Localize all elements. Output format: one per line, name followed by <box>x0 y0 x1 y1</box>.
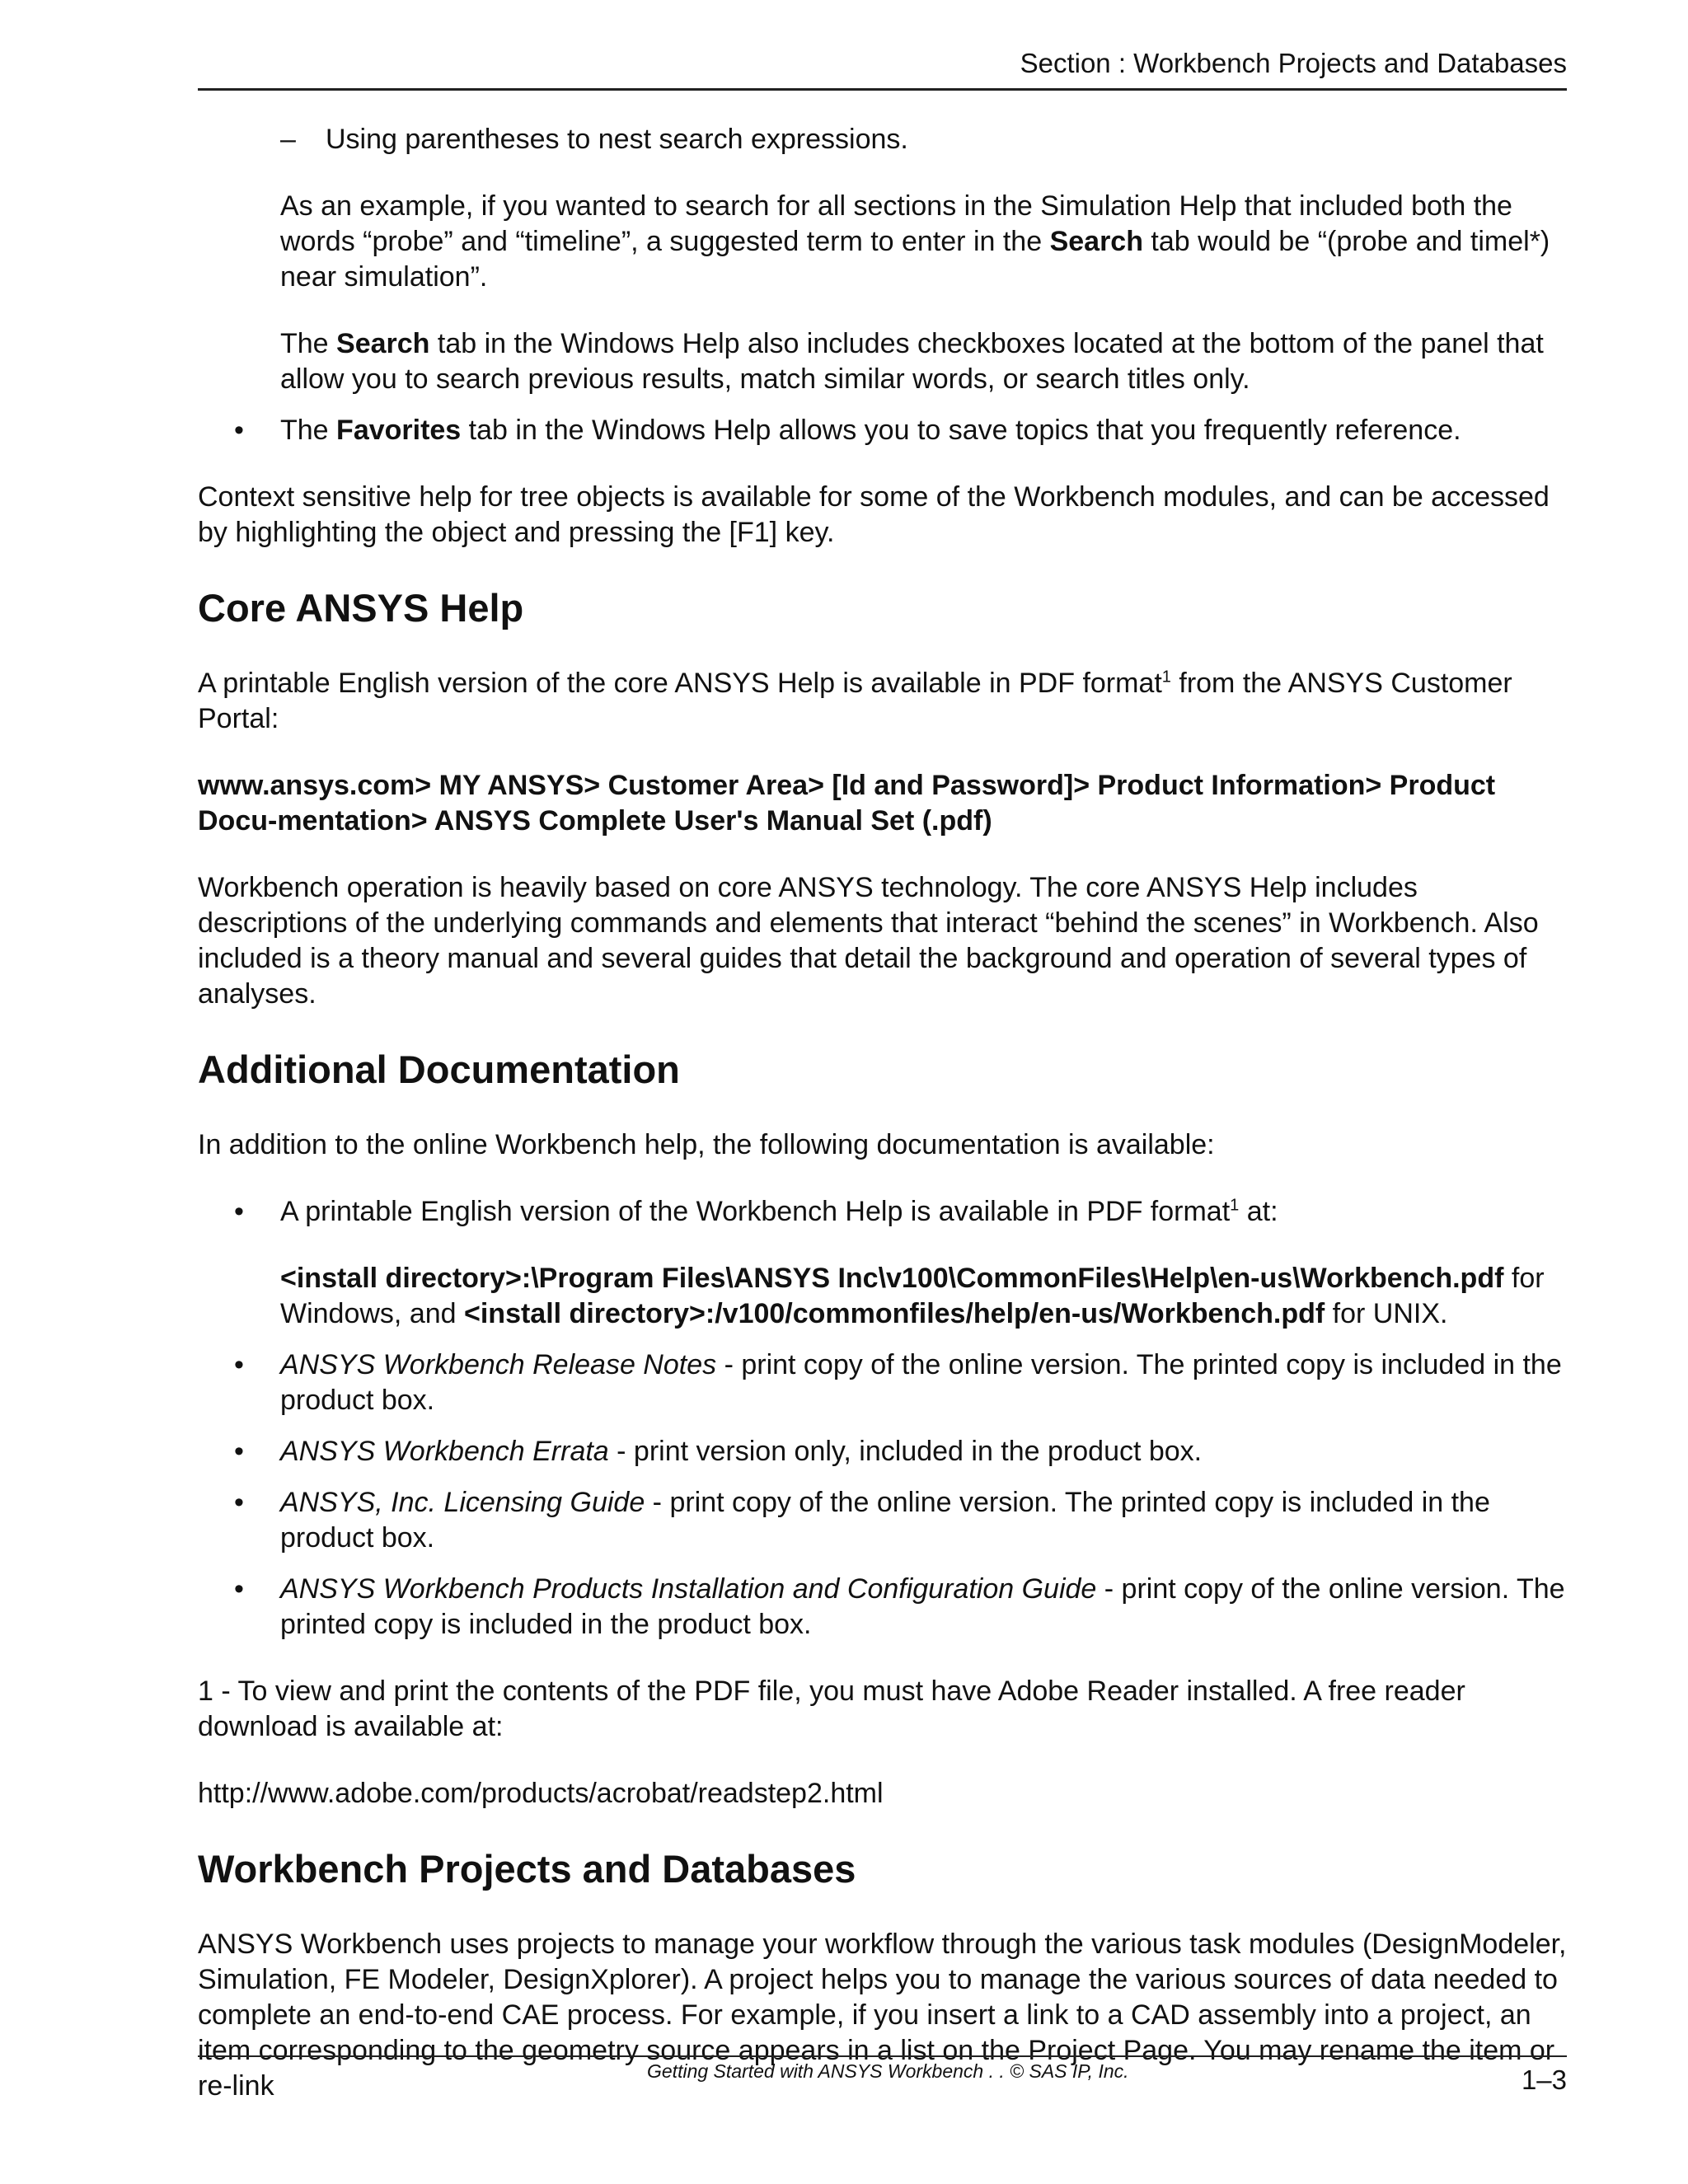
adobe-url[interactable]: http://www.adobe.com/products/acrobat/readstep2.html <box>198 1778 884 1809</box>
core-help-text-b: from the ANSYS Customer Portal: <box>198 668 1512 734</box>
footnote-marker: 1 <box>1230 1196 1240 1215</box>
dash-list-item <box>280 122 1567 157</box>
bullet: • <box>234 1436 244 1467</box>
core-help-heading: Core ANSYS Help <box>198 586 524 630</box>
page-content <box>198 122 1567 2104</box>
document-page <box>198 0 1567 2184</box>
search-term: Search <box>336 328 430 359</box>
unix-path: <install directory>:/v100/commonfiles/help/en-us/Workbench.pdf <box>464 1298 1325 1329</box>
projects-heading: Workbench Projects and Databases <box>198 1847 856 1891</box>
doc-description: - print version only, included in the product box. <box>608 1436 1203 1467</box>
example-search-term: Search <box>1049 226 1143 257</box>
dash-item-text: Using parentheses to nest search expressions. <box>326 124 908 155</box>
additional-docs-heading: Additional Documentation <box>198 1047 680 1091</box>
bullet: • <box>234 1196 244 1227</box>
footer-text: Getting Started with ANSYS Workbench . . © SAS IP, Inc. <box>647 2060 1129 2082</box>
core-help-paragraph <box>198 666 1567 737</box>
search-text-a: The <box>280 328 337 359</box>
windows-suffix: for Windows, and <box>280 1263 1545 1329</box>
bullet: • <box>234 1487 244 1518</box>
portal-path <box>198 768 1567 839</box>
unix-suffix: for UNIX. <box>1325 1298 1448 1329</box>
context-help-paragraph: Context sensitive help for tree objects is available for some of the Workbench modules, and can be accessed by highlighting the object and pressing the [F1] key. <box>198 481 1550 548</box>
example-text-c: tab would be “(probe and timel*) near simulation”. <box>280 226 1550 293</box>
portal-path-text: www.ansys.com> MY ANSYS> Customer Area> [Id and Password]> Product Information> Product Docu-mentation> ANSYS Complete User's Manual Set (.pdf) <box>198 770 1496 837</box>
doc-title: ANSYS Workbench Products Installation and Configuration Guide <box>280 1573 1097 1605</box>
doc-list-item <box>234 1572 1567 1643</box>
doc-title: ANSYS, Inc. Licensing Guide <box>280 1487 645 1518</box>
example-paragraph <box>280 189 1567 295</box>
footnote: 1 - To view and print the contents of the PDF file, you must have Adobe Reader installed. A free reader download is available at: <box>198 1675 1465 1742</box>
favorites-list-item <box>234 413 1567 448</box>
doc-description: - print copy of the online version. The printed copy is included in the product box. <box>280 1349 1562 1416</box>
projects-paragraph: ANSYS Workbench uses projects to manage your workflow through the various task modules (DesignModeler, Simulation, FE Modeler, DesignXplorer). A project helps you to manage the various sources of data needed to complete an end-to-end CAE process. For example, if you insert a link to a CAD assembly into a project, an item corresponding to the geometry source appears in a list on the Project Page. You may rename the item or re-link <box>198 1929 1567 2102</box>
footer-rule <box>198 2055 1567 2057</box>
bullet: • <box>234 415 244 446</box>
doc-list-item <box>234 1347 1567 1418</box>
doc-list-item <box>234 1485 1567 1556</box>
doc-title: ANSYS Workbench Release Notes <box>280 1349 717 1380</box>
pdf-list-item <box>234 1194 1567 1230</box>
favorites-term: Favorites <box>336 415 462 446</box>
additional-docs-intro: In addition to the online Workbench help, the following documentation is available: <box>198 1129 1215 1160</box>
pdf-item-text-a: A printable English version of the Workbench Help is available in PDF format <box>280 1196 1231 1227</box>
example-text-a: As an example, if you wanted to search for all sections in the Simulation Help that included both the words “probe” and “timeline”, a suggested term to enter in the <box>280 190 1512 257</box>
page-number: 1–3 <box>1521 2064 1567 2095</box>
favorites-text-c: tab in the Windows Help allows you to save topics that you frequently reference. <box>461 415 1461 446</box>
pdf-item-text-b: at: <box>1239 1196 1278 1227</box>
doc-description: - print copy of the online version. The printed copy is included in the product box. <box>280 1573 1565 1640</box>
search-text-c: tab in the Windows Help also includes checkboxes located at the bottom of the panel that allow you to search previous results, match similar words, or search titles only. <box>280 328 1544 395</box>
doc-description: - print copy of the online version. The printed copy is included in the product box. <box>280 1487 1490 1554</box>
favorites-text-a: The <box>280 415 337 446</box>
search-tab-paragraph <box>280 326 1567 397</box>
running-header: Section : Workbench Projects and Databases <box>1020 48 1567 78</box>
windows-path: <install directory>:\Program Files\ANSYS Inc\v100\CommonFiles\Help\en-us\Workbench.pdf <box>280 1263 1504 1294</box>
bullet: • <box>234 1573 244 1605</box>
core-technology-paragraph: Workbench operation is heavily based on core ANSYS technology. The core ANSYS Help includes descriptions of the underlying commands and elements that interact “behind the scenes” in Workbench. Also included is a theory manual and several guides that detail the background and operation of several types of analyses. <box>198 872 1539 1010</box>
header-rule <box>198 88 1567 91</box>
install-paths-paragraph <box>280 1261 1567 1332</box>
doc-title: ANSYS Workbench Errata <box>280 1436 609 1467</box>
doc-list-item <box>234 1434 1567 1469</box>
core-help-text-a: A printable English version of the core ANSYS Help is available in PDF format <box>198 668 1162 699</box>
bullet: • <box>234 1349 244 1380</box>
footnote-marker: 1 <box>1161 668 1171 687</box>
dash-bullet: – <box>280 124 296 155</box>
